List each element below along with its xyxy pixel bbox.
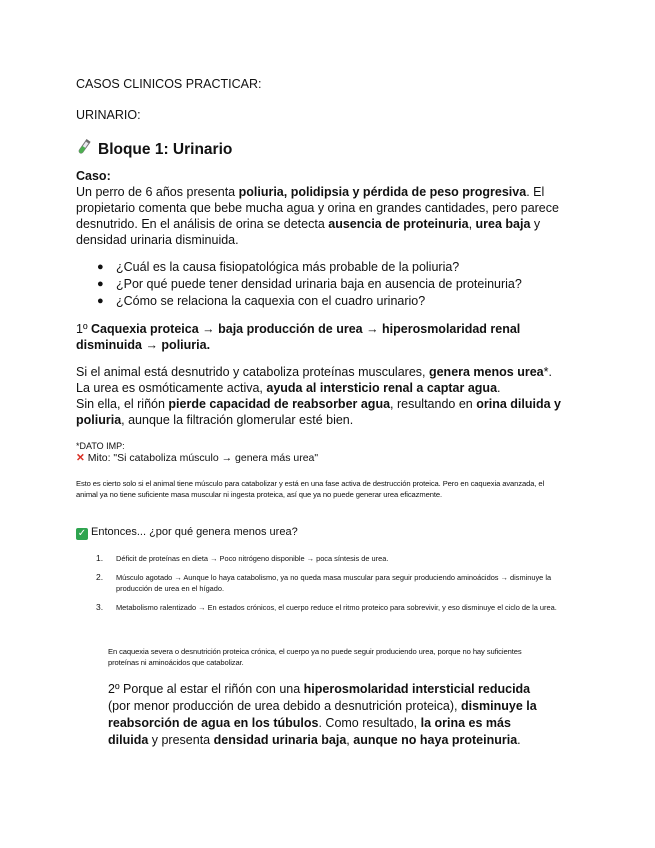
steps-list: [76, 553, 576, 621]
list-item: 3. Metabolismo ralentizado → En estados crónicos, el cuerpo reduce el ritmo proteico para sobrevivir, y eso disminuye el ciclo de la urea.: [96, 602, 557, 612]
entonces-text: Entonces... ¿por qué genera menos urea?: [91, 526, 298, 538]
test-tube-icon: [76, 138, 92, 161]
dato-note: Esto es cierto solo si el animal tiene músculo para catabolizar y está en una fase activa de destrucción proteica. Pero en caquexia avanzada, el animal ya no tiene suficiente masa muscular ni ingesta proteica, así que ya no puede generar urea eficazmente.: [76, 479, 545, 499]
question-list: [76, 259, 522, 310]
check-mark-icon: ✓: [77, 528, 87, 539]
document-title: CASOS CLINICOS PRACTICAR:: [76, 77, 262, 91]
list-item: ● ¿Por qué puede tener densidad urinaria baja en ausencia de proteinuria?: [97, 277, 522, 291]
answer-2: 2º Porque al estar el riñón con una hiperosmolaridad intersticial reducida (por menor producción de urea debido a desnutrición proteica), disminuye la reabsorción de agua en los túbulos. Como resultado, la orina es más diluida y presenta densidad urinaria baja, aunque no haya proteinuria.: [108, 682, 537, 747]
block-heading: [76, 138, 232, 161]
list-item: ● ¿Cómo se relaciona la caquexia con el cuadro urinario?: [97, 294, 426, 308]
caquexia-note: En caquexia severa o desnutrición proteica crónica, el cuerpo ya no puede seguir produciendo urea, porque no hay suficientes proteínas ni aminoácidos que catabolizar.: [108, 647, 522, 667]
list-item: 2. Músculo agotado → Aunque lo haya catabolismo, ya no queda masa muscular para seguir produciendo aminoácidos → disminuye la producción de urea en el hígado.: [96, 572, 552, 593]
section-label: URINARIO:: [76, 108, 141, 122]
answer-1: 1º Caquexia proteica → baja producción de urea → hiperosmolaridad renal disminuida → poliuria.: [76, 322, 521, 352]
entonces-line: [76, 526, 298, 540]
caso-label: Caso:: [76, 169, 111, 183]
list-item: 1. Déficit de proteínas en dieta → Poco nitrógeno disponible → poca síntesis de urea.: [96, 553, 389, 563]
dato-label: *DATO IMP:: [76, 441, 125, 451]
myth-text: Mito: "Si cataboliza músculo → genera más urea": [87, 452, 319, 464]
caso-paragraph: Un perro de 6 años presenta poliuria, polidipsia y pérdida de peso progresiva. El propietario comenta que bebe mucha agua y orina en grandes cantidades, pero parece desnutrido. En el análisis de orina se detecta ausencia de proteinuria, urea baja y densidad urinaria disminuida.: [76, 185, 559, 247]
block-title: Bloque 1: Urinario: [98, 140, 233, 158]
myth-line: [76, 452, 318, 464]
list-item: ● ¿Cuál es la causa fisiopatológica más probable de la poliuria?: [97, 260, 460, 274]
explanation-paragraph: Si el animal está desnutrido y cataboliza proteínas musculares, genera menos urea*. La urea es osmóticamente activa, ayuda al intersticio renal a captar agua. Sin ella, el riñón pierde capacidad de reabsorber agua, resultando en orina diluida y poliuria, aunque la filtración glomerular esté bien.: [76, 365, 561, 427]
cross-mark-icon: ✕: [76, 452, 85, 464]
